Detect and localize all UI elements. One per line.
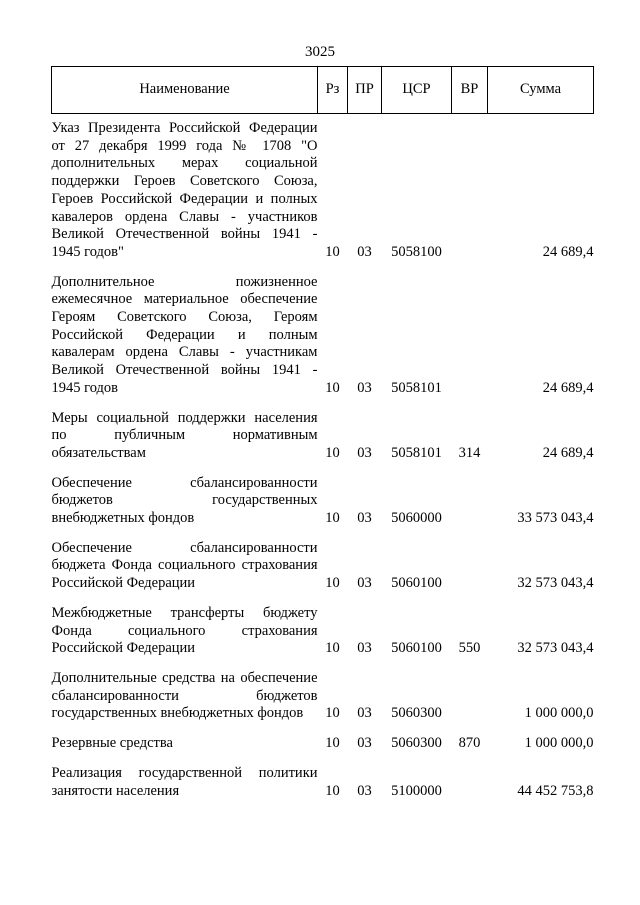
row-sum: 1 000 000,0 xyxy=(524,735,594,752)
row-name: Резервные средства xyxy=(51,735,173,752)
row-vr xyxy=(452,765,488,800)
row-name: Меры социальной поддержки населения по публичным нормативным обязательствам xyxy=(51,409,318,461)
table-row xyxy=(52,605,594,658)
row-name: Указ Президента Российской Федерации от 27 декабря 1999 года № 1708 "О дополнительных мерах социальной поддержки Героев Советского Союза, Героев Российской Федерации и полных кавалеров ордена Славы - участников Великой Отечественной войны 1941 - 1945 годов" xyxy=(51,120,318,260)
table-row xyxy=(52,540,594,593)
row-vr xyxy=(452,670,488,723)
row-name: Дополнительное пожизненное ежемесячное материальное обеспечение Героям Советского Союза, Героям Российской Федерации и полным кавалерам ордена Славы - участникам Великой Отечественной войны 1941 - 1945 годов xyxy=(51,273,318,396)
row-rz: 10 xyxy=(325,640,340,657)
row-vr: 314 xyxy=(458,444,481,461)
table-row xyxy=(52,114,594,262)
row-pr: 03 xyxy=(357,575,372,592)
page-number: 3025 xyxy=(305,44,335,60)
header-vr: ВР xyxy=(452,67,488,114)
row-csr: 5058101 xyxy=(391,444,442,461)
row-rz: 10 xyxy=(325,782,340,799)
row-sum: 32 573 043,4 xyxy=(517,640,594,657)
row-pr: 03 xyxy=(357,444,372,461)
row-vr xyxy=(452,114,488,262)
row-name: Обеспечение сбалансированности бюджетов государственных внебюджетных фондов xyxy=(51,474,318,527)
row-name: Межбюджетные трансферты бюджету Фонда социального страхования Российской Федерации xyxy=(51,604,318,657)
row-name: Реализация государственной политики занятости населения xyxy=(51,764,318,799)
row-pr: 03 xyxy=(357,379,372,396)
table-body xyxy=(52,114,594,801)
row-pr: 03 xyxy=(357,243,372,260)
budget-table xyxy=(51,66,594,800)
row-rz: 10 xyxy=(325,705,340,722)
row-sum: 1 000 000,0 xyxy=(524,705,594,722)
row-sum: 24 689,4 xyxy=(542,243,594,260)
header-sum: Сумма xyxy=(488,67,594,114)
row-pr: 03 xyxy=(357,510,372,527)
row-rz: 10 xyxy=(325,735,340,752)
row-sum: 33 573 043,4 xyxy=(517,510,594,527)
table-row xyxy=(52,274,594,398)
row-rz: 10 xyxy=(325,243,340,260)
row-pr: 03 xyxy=(357,705,372,722)
table-header xyxy=(52,67,594,114)
row-sum: 32 573 043,4 xyxy=(517,575,594,592)
row-rz: 10 xyxy=(325,444,340,461)
row-csr: 5060100 xyxy=(391,640,442,657)
row-vr xyxy=(452,274,488,398)
table-row xyxy=(52,475,594,528)
row-name: Обеспечение сбалансированности бюджета Фонда социального страхования Российской Федерации xyxy=(51,539,318,592)
row-vr: 870 xyxy=(458,735,481,752)
row-rz: 10 xyxy=(325,575,340,592)
table-row xyxy=(52,670,594,723)
row-pr: 03 xyxy=(357,640,372,657)
header-rz: Рз xyxy=(318,67,348,114)
row-csr: 5060300 xyxy=(391,735,442,752)
row-pr: 03 xyxy=(357,782,372,799)
table-row xyxy=(52,765,594,800)
row-sum: 24 689,4 xyxy=(542,379,594,396)
row-csr: 5058101 xyxy=(391,379,442,396)
row-vr xyxy=(452,540,488,593)
row-vr: 550 xyxy=(458,640,481,657)
table-row xyxy=(52,735,594,753)
row-pr: 03 xyxy=(357,735,372,752)
row-csr: 5058100 xyxy=(391,243,442,260)
row-sum: 44 452 753,8 xyxy=(517,782,594,799)
row-rz: 10 xyxy=(325,379,340,396)
header-pr: ПР xyxy=(348,67,382,114)
header-csr: ЦСР xyxy=(382,67,452,114)
row-csr: 5100000 xyxy=(391,782,442,799)
row-rz: 10 xyxy=(325,510,340,527)
row-csr: 5060100 xyxy=(391,575,442,592)
table-row xyxy=(52,410,594,463)
row-sum: 24 689,4 xyxy=(542,444,594,461)
header-name: Наименование xyxy=(52,67,318,114)
row-csr: 5060300 xyxy=(391,705,442,722)
row-csr: 5060000 xyxy=(391,510,442,527)
row-vr xyxy=(452,475,488,528)
row-name: Дополнительные средства на обеспечение сбалансированности бюджетов государственных внебюджетных фондов xyxy=(51,669,318,722)
